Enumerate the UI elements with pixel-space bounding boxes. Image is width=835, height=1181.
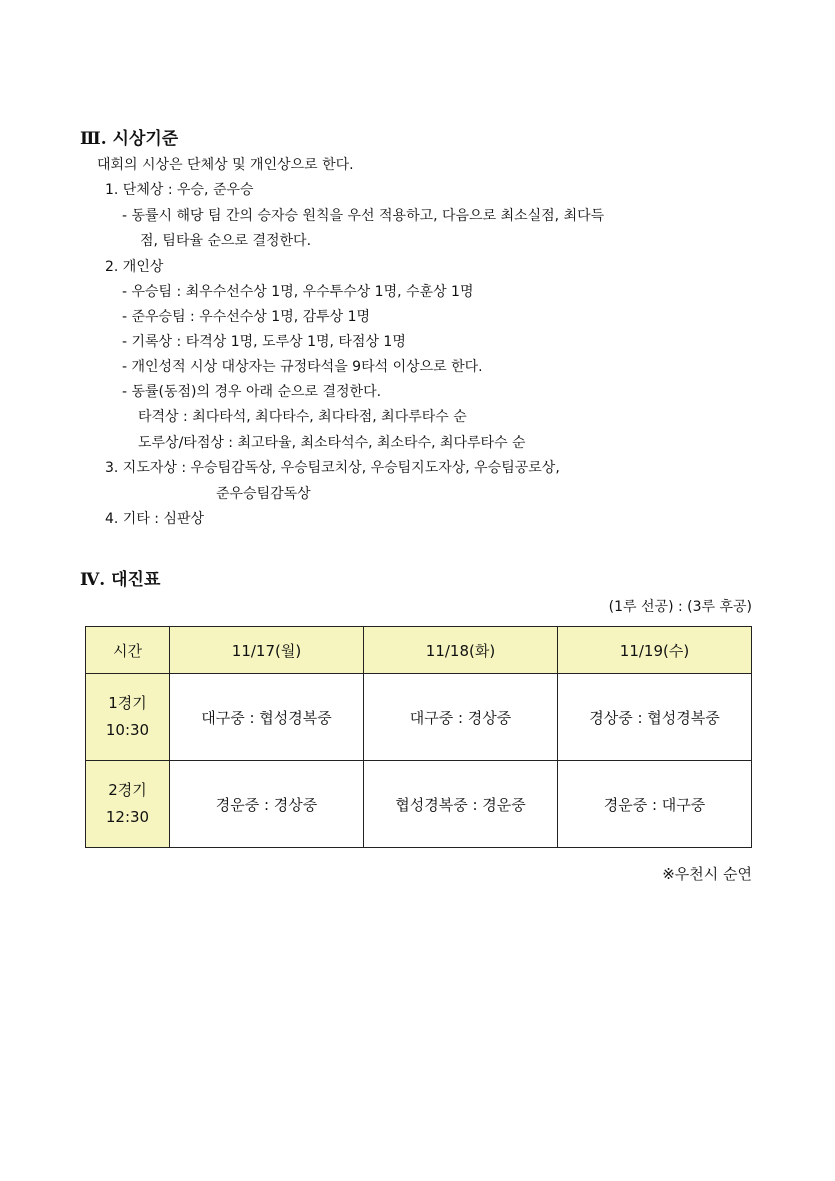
matchup-cell: 경운중 : 대구중 (558, 761, 752, 848)
header-day-2: 11/18(화) (364, 627, 558, 674)
coach-awards-line-1: 3. 지도자상 : 우승팀감독상, 우승팀코치상, 우승팀지도자상, 우승팀공로상, (105, 460, 560, 476)
tie-rule-line: - 동률(동점)의 경우 아래 순으로 결정한다. (122, 384, 382, 400)
rain-delay-footnote: ※우천시 순연 (662, 865, 752, 883)
coach-awards-line-2: 준우승팀감독상 (216, 486, 311, 502)
game-time: 12:30 (105, 808, 150, 826)
matchup-cell: 경상중 : 협성경복중 (558, 674, 752, 761)
header-time: 시간 (86, 627, 170, 674)
batting-award-order-line: 타격상 : 최다타석, 최다타수, 최다타점, 최다루타수 순 (138, 409, 467, 425)
individual-award-line: 2. 개인상 (105, 259, 164, 275)
game-label: 1경기 (108, 694, 147, 712)
matchup-cell: 대구중 : 협성경복중 (170, 674, 364, 761)
runnerup-awards-line: - 준우승팀 : 우수선수상 1명, 감투상 1명 (122, 309, 371, 325)
winner-awards-line: - 우승팀 : 최우수선수상 1명, 우수투수상 1명, 수훈상 1명 (122, 284, 474, 300)
steal-rbi-award-order-line: 도루상/타점상 : 최고타율, 최소타석수, 최소타수, 최다루타수 순 (138, 435, 526, 451)
game-time-cell (86, 674, 170, 761)
schedule-header-row (86, 627, 752, 674)
schedule-row (86, 761, 752, 848)
record-awards-line: - 기록상 : 타격상 1명, 도루상 1명, 타점상 1명 (122, 334, 406, 350)
game-label: 2경기 (108, 781, 147, 799)
matchup-cell: 경운중 : 경상중 (170, 761, 364, 848)
batting-order-note: (1루 선공) : (3루 후공) (608, 599, 752, 615)
game-time-cell (86, 761, 170, 848)
section-3-title: Ⅲ. 시상기준 (80, 129, 179, 149)
eligibility-line: - 개인성적 시상 대상자는 규정타석을 9타석 이상으로 한다. (122, 359, 483, 375)
schedule-row (86, 674, 752, 761)
game-time: 10:30 (105, 721, 150, 739)
section-4-title: Ⅳ. 대진표 (80, 570, 161, 590)
header-day-3: 11/19(수) (558, 627, 752, 674)
other-awards-line: 4. 기타 : 심판상 (105, 511, 205, 527)
matchup-cell: 협성경복중 : 경운중 (364, 761, 558, 848)
schedule-table (85, 626, 752, 848)
tiebreak-line-1: - 동률시 해당 팀 간의 승자승 원칙을 우선 적용하고, 다음으로 최소실점, 최다득 (122, 208, 605, 224)
intro-line: 대회의 시상은 단체상 및 개인상으로 한다. (97, 157, 354, 173)
header-day-1: 11/17(월) (170, 627, 364, 674)
tiebreak-line-2: 점, 팀타율 순으로 결정한다. (140, 233, 312, 249)
matchup-cell: 대구중 : 경상중 (364, 674, 558, 761)
team-award-line: 1. 단체상 : 우승, 준우승 (105, 182, 254, 198)
